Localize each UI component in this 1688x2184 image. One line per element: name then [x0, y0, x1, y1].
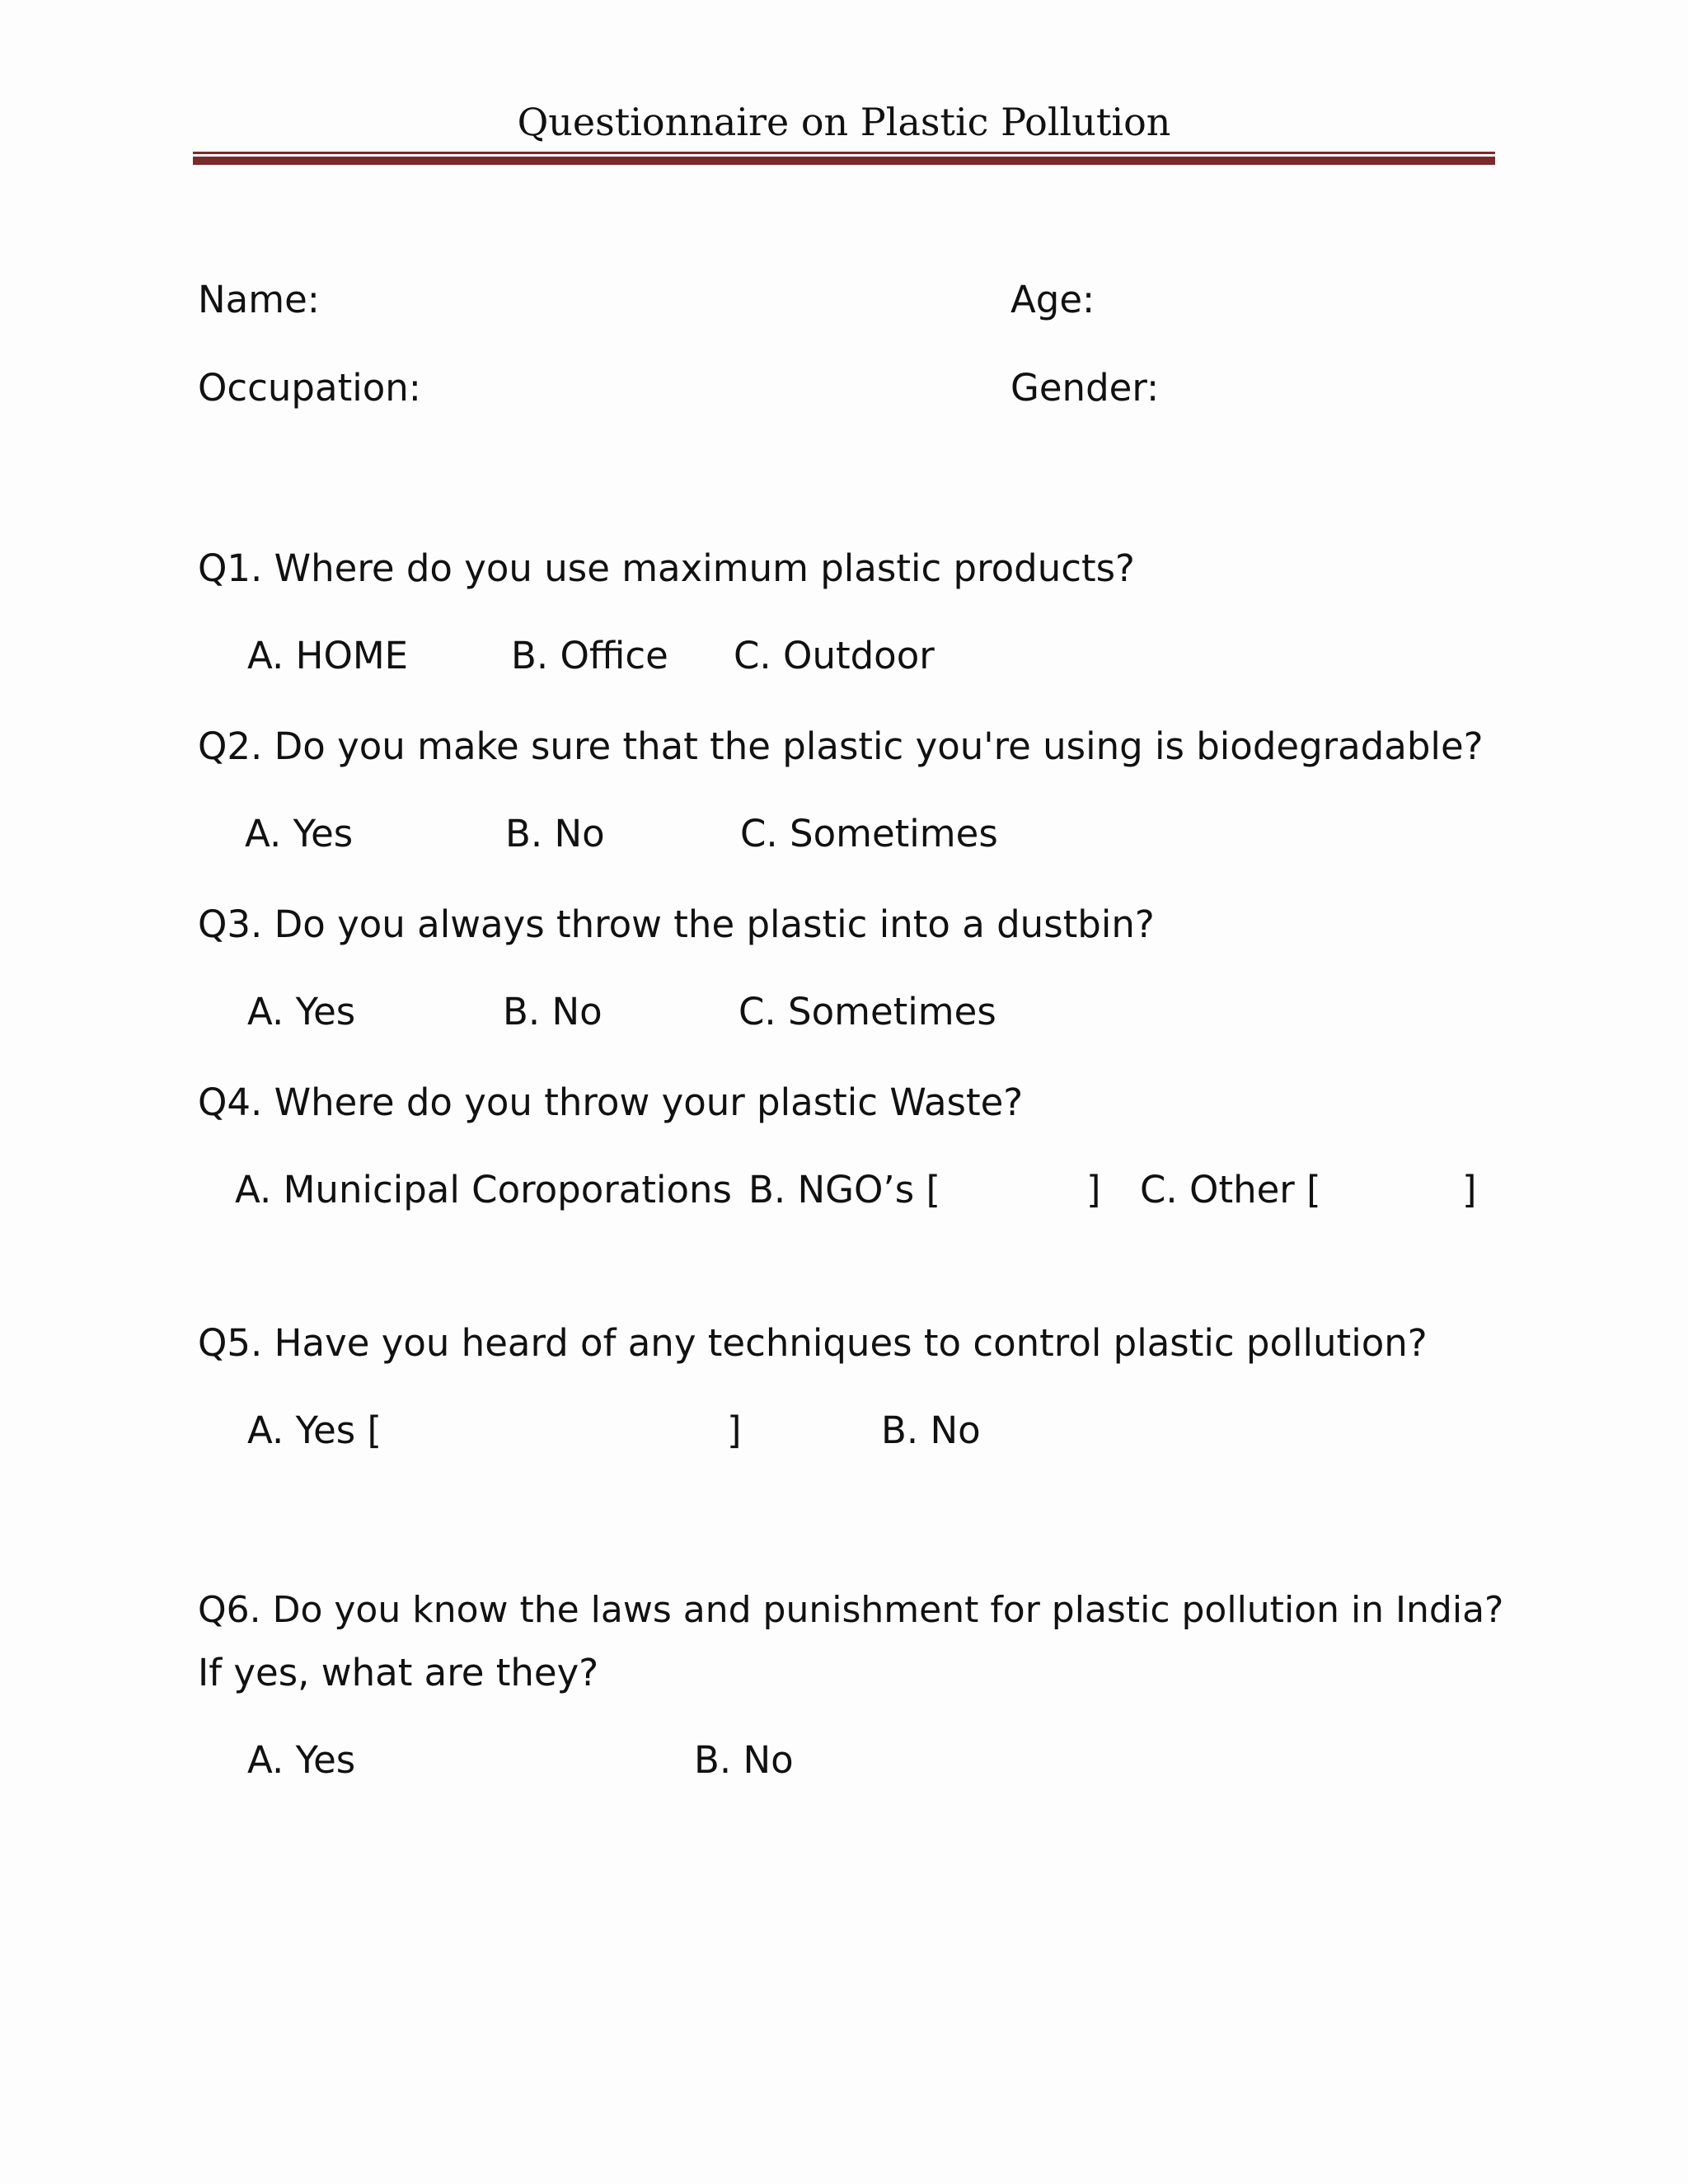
- q4-option-b: B. NGO’s [: [748, 1168, 941, 1212]
- q4-option-c: C. Other [: [1140, 1168, 1321, 1212]
- q5-option-a: A. Yes [: [247, 1408, 382, 1452]
- q2-option-b: B. No: [505, 812, 605, 855]
- name-label: Name:: [198, 278, 320, 321]
- document-title: Questionnaire on Plastic Pollution: [517, 100, 1171, 144]
- q6-option-a: A. Yes: [247, 1738, 356, 1782]
- question-6-line-2: If yes, what are they?: [198, 1651, 599, 1694]
- gender-label: Gender:: [1010, 366, 1160, 410]
- age-label: Age:: [1010, 278, 1095, 321]
- q3-option-c: C. Sometimes: [738, 990, 996, 1033]
- q1-option-b: B. Office: [511, 634, 668, 677]
- q1-option-c: C. Outdoor: [734, 634, 935, 677]
- question-2: Q2. Do you make sure that the plastic you're using is biodegradable?: [198, 724, 1484, 768]
- q6-option-b: B. No: [694, 1738, 794, 1782]
- q2-option-c: C. Sometimes: [740, 812, 998, 855]
- question-3: Q3. Do you always throw the plastic into a dustbin?: [198, 902, 1155, 946]
- question-5: Q5. Have you heard of any techniques to control plastic pollution?: [198, 1321, 1428, 1365]
- q5-option-b: B. No: [881, 1408, 981, 1452]
- q1-option-a: A. HOME: [247, 634, 409, 677]
- title-rule-thick: [193, 157, 1495, 165]
- question-6: Q6. Do you know the laws and punishment for plastic pollution in India?: [198, 1589, 1504, 1631]
- question-1: Q1. Where do you use maximum plastic products?: [198, 546, 1135, 590]
- q4-option-a: A. Municipal Coroporations: [235, 1168, 732, 1212]
- question-4: Q4. Where do you throw your plastic Waste?: [198, 1080, 1024, 1124]
- q4-option-c-bracket-close: ]: [1462, 1168, 1477, 1212]
- q4-option-b-bracket-close: ]: [1086, 1168, 1101, 1212]
- q3-option-b: B. No: [503, 990, 603, 1033]
- q5-option-a-bracket-close: ]: [727, 1408, 742, 1452]
- occupation-label: Occupation:: [198, 366, 421, 410]
- title-rule-thin: [193, 152, 1495, 154]
- q2-option-a: A. Yes: [245, 812, 354, 855]
- q3-option-a: A. Yes: [247, 990, 356, 1033]
